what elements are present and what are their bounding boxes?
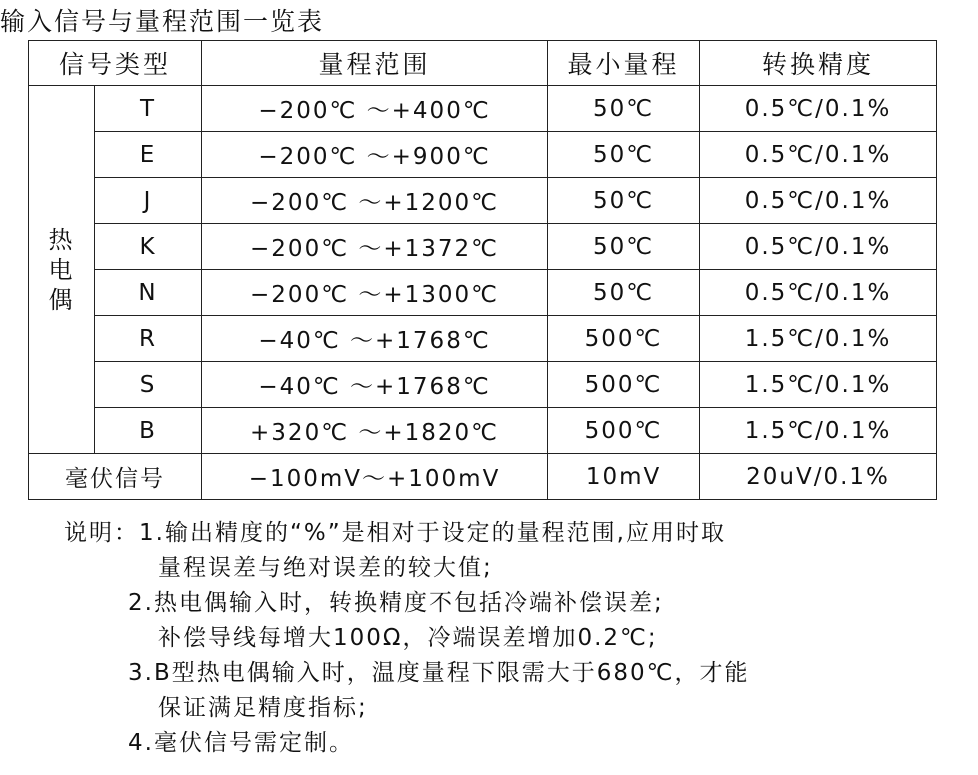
table-row [29, 270, 937, 316]
min-range-cell: 50℃ [548, 86, 700, 132]
accuracy-cell: 0.5℃/0.1% [700, 132, 937, 178]
page-title: 输入信号与量程范围一览表 [0, 7, 325, 36]
header-min-range: 最小量程 [548, 41, 700, 86]
note-line-2-cont: 补偿导线每增大100Ω，冷端误差增加0.2℃; [158, 625, 658, 651]
range-cell: −200℃ ～+1372℃ [202, 224, 548, 270]
accuracy-cell: 1.5℃/0.1% [700, 362, 937, 408]
accuracy-cell: 20uV/0.1% [700, 454, 937, 500]
table-row [29, 316, 937, 362]
min-range-cell: 10mV [548, 454, 700, 500]
note-line-3: 3.B型热电偶输入时，温度量程下限需大于680℃，才能 [128, 660, 750, 686]
table-row [29, 454, 937, 500]
sensor-type-cell: K [95, 224, 202, 270]
range-cell: −200℃ ～+900℃ [202, 132, 548, 178]
table-row [29, 362, 937, 408]
accuracy-cell: 0.5℃/0.1% [700, 86, 937, 132]
signal-range-table [28, 40, 937, 500]
notes-section [64, 516, 749, 761]
range-cell: −200℃ ～+1200℃ [202, 178, 548, 224]
table-header-row [29, 41, 937, 86]
sensor-type-cell: N [95, 270, 202, 316]
header-signal-type: 信号类型 [29, 41, 202, 86]
accuracy-cell: 0.5℃/0.1% [700, 224, 937, 270]
thermocouple-group-label: 热 电 偶 [29, 86, 95, 454]
min-range-cell: 50℃ [548, 132, 700, 178]
table-row [29, 86, 937, 132]
sensor-type-cell: E [95, 132, 202, 178]
table-row [29, 408, 937, 454]
millivolt-signal-label: 毫伏信号 [29, 454, 202, 500]
range-cell: −40℃ ～+1768℃ [202, 362, 548, 408]
min-range-cell: 500℃ [548, 316, 700, 362]
range-cell: −100mV～+100mV [202, 454, 548, 500]
sensor-type-cell: R [95, 316, 202, 362]
sensor-type-cell: B [95, 408, 202, 454]
sensor-type-cell: J [95, 178, 202, 224]
accuracy-cell: 0.5℃/0.1% [700, 270, 937, 316]
min-range-cell: 50℃ [548, 178, 700, 224]
accuracy-cell: 1.5℃/0.1% [700, 316, 937, 362]
range-cell: −40℃ ～+1768℃ [202, 316, 548, 362]
header-range: 量程范围 [202, 41, 548, 86]
note-line-1-cont: 量程误差与绝对误差的较大值; [158, 555, 493, 581]
min-range-cell: 50℃ [548, 224, 700, 270]
table-row [29, 178, 937, 224]
table-row [29, 224, 937, 270]
min-range-cell: 500℃ [548, 362, 700, 408]
note-line-3-cont: 保证满足精度指标; [158, 695, 368, 721]
header-accuracy: 转换精度 [700, 41, 937, 86]
sensor-type-cell: S [95, 362, 202, 408]
sensor-type-cell: T [95, 86, 202, 132]
range-cell: +320℃ ～+1820℃ [202, 408, 548, 454]
accuracy-cell: 0.5℃/0.1% [700, 178, 937, 224]
note-line-4: 4.毫伏信号需定制。 [128, 730, 354, 756]
note-line-2: 2.热电偶输入时，转换精度不包括冷端补偿误差; [128, 590, 664, 616]
range-cell: −200℃ ～+400℃ [202, 86, 548, 132]
note-line-1: 说明：1.输出精度的“%”是相对于设定的量程范围,应用时取 [64, 520, 726, 546]
accuracy-cell: 1.5℃/0.1% [700, 408, 937, 454]
table-row [29, 132, 937, 178]
min-range-cell: 500℃ [548, 408, 700, 454]
range-cell: −200℃ ～+1300℃ [202, 270, 548, 316]
min-range-cell: 50℃ [548, 270, 700, 316]
